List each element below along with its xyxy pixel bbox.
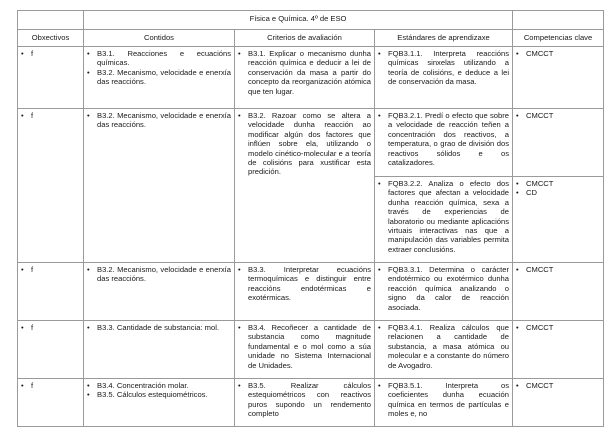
table-row [18,109,604,177]
col-header-contents: Contidos [84,30,235,47]
content-item: • B3.4. Concentración molar. [87,381,231,390]
content-item: • B3.2. Mecanismo, velocidade e enerxía das reaccións. [87,68,231,87]
content-item: • B3.5. Cálculos estequiométricos. [87,390,231,399]
criteria-item: • B3.1. Explicar o mecanismo dunha reacción química e deducir a lei de conservación da masa a partir do concepto da reorganización atómica que ten lugar. [238,49,371,96]
col-header-standards: Estándares de aprendizaxe [375,30,513,47]
objective-item: • f [21,111,80,120]
objective-cell [18,263,84,321]
objective-item: • f [21,381,80,390]
standard-item: • FQB3.2.2. Analiza o efecto dos factores que afectan a velocidade dunha reacción química, sexa a través de experiencias de laboratorio ou mediante aplicacións virtuais interactivas nas que a manipulación das variables permita extraer conclusións. [378,179,509,254]
standard-item: • FQB3.2.1. Predí o efecto que sobre a velocidade de reacción teñen a concentración dos reactivos, a temperatura, o grao de división dos reactivos sólidos e os catalizadores. [378,111,509,167]
standards-cell [375,379,513,427]
table-row [18,321,604,379]
content-item: • B3.2. Mecanismo, velocidade e enerxía das reaccións. [87,111,231,130]
competency-item: • CMCCT [516,111,600,120]
col-header-objectives: Obxectivos [18,30,84,47]
standard-item: • FQB3.4.1. Realiza cálculos que relacionen a cantidade de substancia, a masa atómica ou molecular e a constante do número de Avogadro. [378,323,509,370]
header-empty-cell [18,11,84,30]
competencies-cell [513,263,604,321]
contents-cell [84,109,235,263]
objective-item: • f [21,323,80,332]
competencies-cell [513,321,604,379]
competency-item: • CMCCT [516,381,600,390]
col-header-competencies: Competencias clave [513,30,604,47]
criteria-item: • B3.3. Interpretar ecuacións termoquímicas e distinguir entre reaccións endotérmicas e exotérmicas. [238,265,371,303]
table-row [18,263,604,321]
standard-item: • FQB3.3.1. Determina o carácter endotérmico ou exotérmico dunha reacción química analizando o signo da calor de reacción asociada. [378,265,509,312]
criteria-cell [235,379,375,427]
standards-cell [375,321,513,379]
criteria-item: • B3.4. Recoñecer a cantidade de substancia como magnitude fundamental e o mol como a súa unidade no Sistema Internacional de Unidades. [238,323,371,370]
competencies-cell [513,177,604,263]
objective-item: • f [21,49,80,58]
content-item: • B3.3. Cantidade de substancia: mol. [87,323,231,332]
criteria-item: • B3.2. Razoar como se altera a velocidade dunha reacción ao modificar algún dos factores que inflúen sobre ela, utilizando o modelo cinético-molecular e a teoría de colisións para xustificar esta predición. [238,111,371,177]
content-item: • B3.2. Mecanismo, velocidade e enerxía das reaccións. [87,265,231,284]
standards-cell [375,263,513,321]
standards-cell [375,177,513,263]
competencies-cell [513,379,604,427]
contents-cell [84,321,235,379]
competency-item: • CMCCT [516,179,600,188]
criteria-cell [235,321,375,379]
standard-item: • FQB3.1.1. Interpreta reaccións químicas sinxelas utilizando a teoría de colisións, e deduce a lei de conservación da masa. [378,49,509,87]
objective-cell [18,47,84,109]
criteria-cell [235,109,375,263]
competency-item: • CMCCT [516,49,600,58]
objective-cell [18,109,84,263]
table-row [18,379,604,427]
header-empty-cell [513,11,604,30]
criteria-cell [235,47,375,109]
standard-item: • FQB3.5.1. Interpreta os coeficientes dunha ecuación química en termos de partículas e moles e, no [378,381,509,419]
competency-item: • CMCCT [516,323,600,332]
contents-cell [84,47,235,109]
col-header-criteria: Criterios de avaliación [235,30,375,47]
competency-item: • CD [516,188,600,197]
subject-header: Física e Química. 4º de ESO [84,11,513,30]
objective-cell [18,321,84,379]
criteria-cell [235,263,375,321]
competencies-cell [513,47,604,109]
objective-item: • f [21,265,80,274]
contents-cell [84,379,235,427]
competencies-cell [513,109,604,177]
curriculum-table [17,10,604,427]
table-row [18,47,604,109]
content-item: • B3.1. Reacciones e ecuacións químicas. [87,49,231,68]
standards-cell [375,109,513,177]
standards-cell [375,47,513,109]
contents-cell [84,263,235,321]
competency-item: • CMCCT [516,265,600,274]
criteria-item: • B3.5. Realizar cálculos estequiométricos con reactivos puros supondo un rendemento completo [238,381,371,419]
objective-cell [18,379,84,427]
